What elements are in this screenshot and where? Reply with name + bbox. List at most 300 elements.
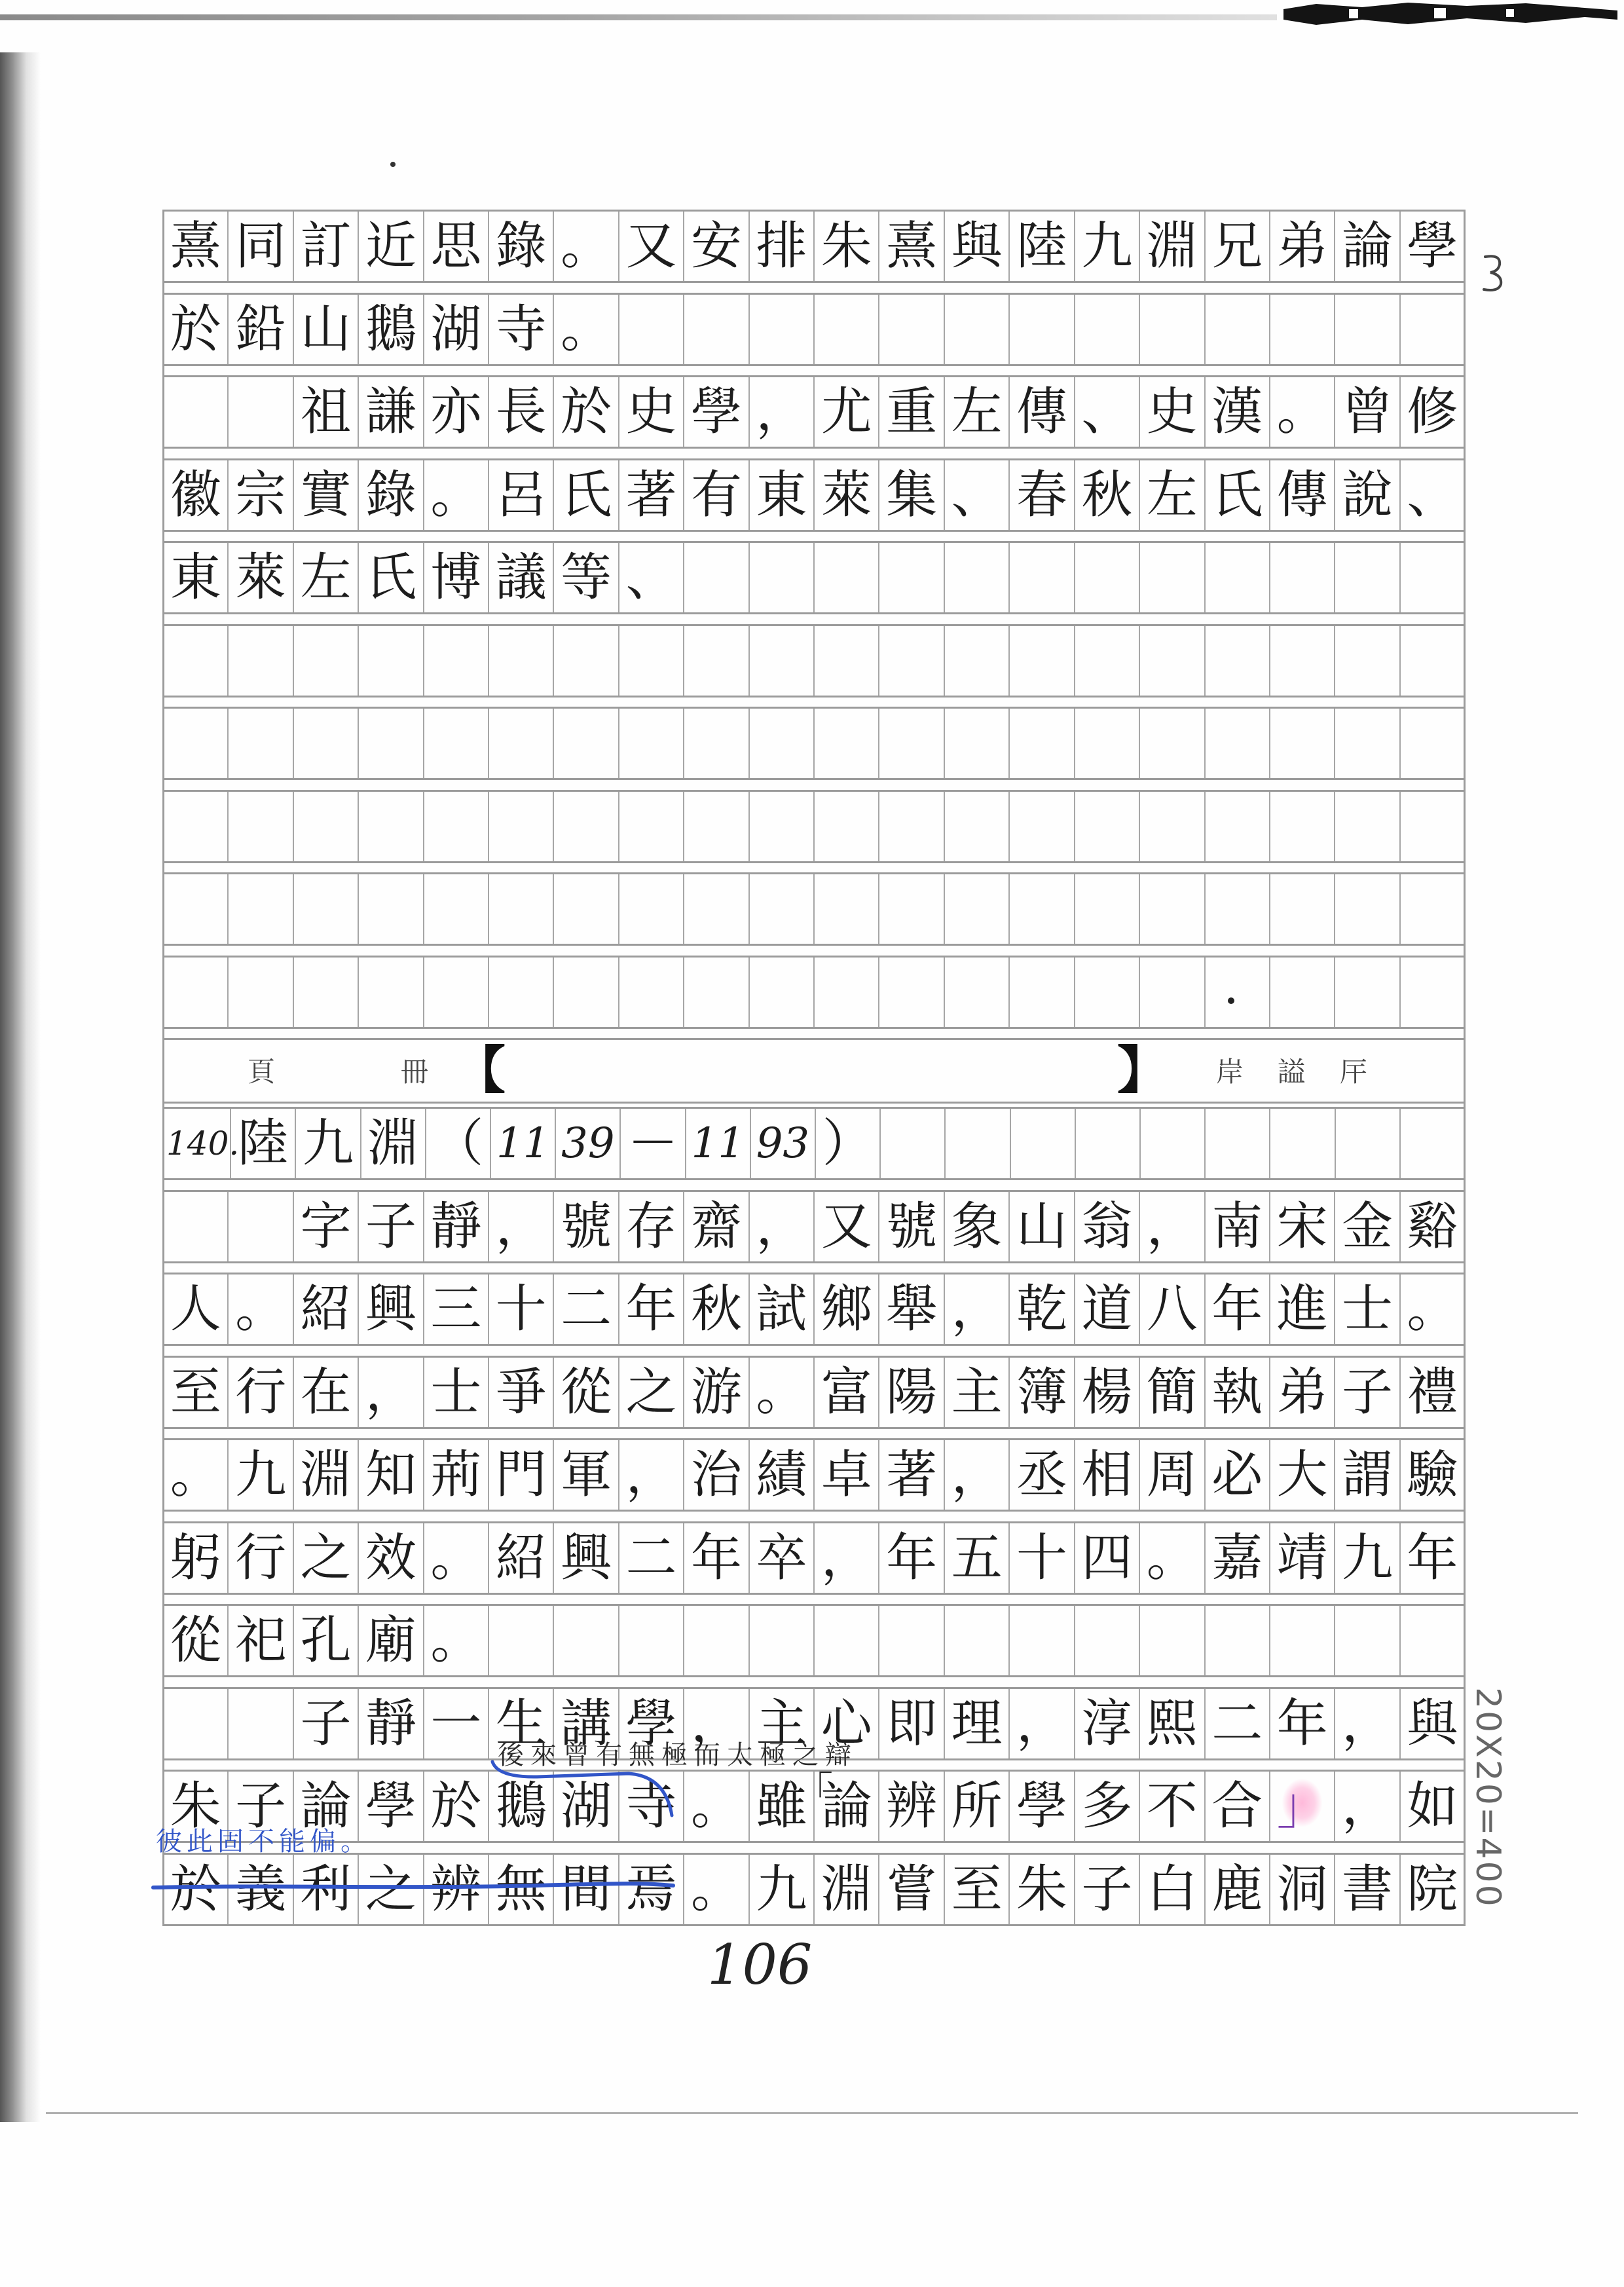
grid-cell: 氏 xyxy=(1206,460,1270,530)
grid-cell: 嘉 xyxy=(1206,1523,1270,1593)
grid-cell xyxy=(1010,626,1075,696)
grid-cell xyxy=(1270,958,1335,1027)
grid-cell: 93 xyxy=(751,1109,816,1178)
grid-cell: 卒 xyxy=(750,1523,815,1593)
grid-cell xyxy=(1010,958,1075,1027)
grid-cell xyxy=(229,377,293,447)
grid-cell xyxy=(294,709,359,778)
grid-cell: 湖 xyxy=(554,1772,619,1841)
grid-cell xyxy=(1140,543,1205,612)
grid-cell: 辨 xyxy=(879,1772,944,1841)
grid-cell: 同 xyxy=(229,212,293,281)
grid-cell: 錄 xyxy=(359,460,424,530)
grid-cell xyxy=(1075,958,1140,1027)
grid-cell xyxy=(489,709,554,778)
grid-cell xyxy=(684,295,749,364)
grid-cell xyxy=(1335,958,1400,1027)
grid-cell xyxy=(359,958,424,1027)
grid-cell: 靜 xyxy=(359,1689,424,1758)
grid-cell: 進 xyxy=(1270,1274,1335,1344)
grid-cell: 理 xyxy=(945,1689,1010,1758)
grid-cell: ， xyxy=(1335,1689,1400,1758)
grid-cell: 左 xyxy=(945,377,1010,447)
grid-cell: 徽 xyxy=(164,460,229,530)
grid-cell: 不 xyxy=(1140,1772,1205,1841)
grid-cell xyxy=(684,1606,749,1675)
grid-cell: 軍 xyxy=(554,1440,619,1510)
grid-cell: 靜 xyxy=(424,1192,489,1261)
grid-cell: ， xyxy=(945,1440,1010,1510)
grid-cell: 於 xyxy=(424,1772,489,1841)
grid-cell xyxy=(229,958,293,1027)
grid-cell: 熹 xyxy=(164,212,229,281)
grid-cell: 九 xyxy=(229,1440,293,1510)
grid-cell: 。 xyxy=(554,212,619,281)
grid-cell xyxy=(1206,958,1270,1027)
grid-cell: 字 xyxy=(294,1192,359,1261)
grid-cell xyxy=(164,1689,229,1758)
grid-cell: 。 xyxy=(229,1274,293,1344)
grid-cell: 之 xyxy=(359,1855,424,1924)
grid-cell: 史 xyxy=(1140,377,1205,447)
grid-cell xyxy=(1141,1109,1206,1178)
grid-cell: 在 xyxy=(294,1358,359,1427)
grid-cell: 傳 xyxy=(1270,460,1335,530)
grid-cell xyxy=(945,709,1010,778)
grid-cell: 尤 xyxy=(815,377,879,447)
grid-cell: 11 xyxy=(686,1109,751,1178)
grid-cell xyxy=(1335,709,1400,778)
grid-cell xyxy=(1335,792,1400,861)
grid-cell xyxy=(1075,709,1140,778)
grid-cell: 左 xyxy=(294,543,359,612)
grid-cell: ， xyxy=(619,1440,684,1510)
grid-cell: 金 xyxy=(1335,1192,1400,1261)
grid-cell: 於 xyxy=(164,295,229,364)
grid-cell xyxy=(815,295,879,364)
grid-cell: 氏 xyxy=(359,543,424,612)
grid-cell: 等 xyxy=(554,543,619,612)
grid-cell xyxy=(554,709,619,778)
grid-cell: 相 xyxy=(1075,1440,1140,1510)
grid-cell xyxy=(1401,295,1464,364)
grid-cell xyxy=(489,958,554,1027)
grid-cell: 博 xyxy=(424,543,489,612)
center-fold-band xyxy=(162,1038,1466,1104)
grid-cell: 呂 xyxy=(489,460,554,530)
grid-cell xyxy=(879,543,944,612)
grid-cell: 治 xyxy=(684,1440,749,1510)
grid-cell: 弟 xyxy=(1270,1358,1335,1427)
grid-cell xyxy=(164,958,229,1027)
grid-cell: 湖 xyxy=(424,295,489,364)
grid-cell: 游 xyxy=(684,1358,749,1427)
grid-cell: 子 xyxy=(294,1689,359,1758)
grid-cell: 執 xyxy=(1206,1358,1270,1427)
grid-cell xyxy=(359,874,424,944)
grid-cell: ， xyxy=(815,1523,879,1593)
grid-cell: 知 xyxy=(359,1440,424,1510)
grid-cell xyxy=(1140,1606,1205,1675)
grid-cell xyxy=(489,626,554,696)
grid-cell: 東 xyxy=(750,460,815,530)
grid-cell: 」 xyxy=(1270,1772,1335,1841)
grid-cell xyxy=(815,792,879,861)
grid-cell: 思 xyxy=(424,212,489,281)
grid-cell xyxy=(1075,295,1140,364)
grid-cell: 安 xyxy=(684,212,749,281)
grid-cell: 孔 xyxy=(294,1606,359,1675)
grid-cell: 排 xyxy=(750,212,815,281)
grid-cell xyxy=(1010,792,1075,861)
grid-cell xyxy=(1140,626,1205,696)
grid-cell: 學 xyxy=(359,1772,424,1841)
grid-cell: 士 xyxy=(1335,1274,1400,1344)
grid-cell: 南 xyxy=(1206,1192,1270,1261)
band-bracket-open: 【 xyxy=(454,1041,506,1100)
grid-cell: 三 xyxy=(424,1274,489,1344)
grid-cell xyxy=(1401,709,1464,778)
manuscript-row xyxy=(164,707,1464,780)
grid-cell xyxy=(424,958,489,1027)
grid-cell: 學 xyxy=(1010,1772,1075,1841)
grid-cell: 鵝 xyxy=(359,295,424,364)
grid-cell: 至 xyxy=(164,1358,229,1427)
grid-cell: 講 xyxy=(554,1689,619,1758)
grid-cell: 於 xyxy=(164,1855,229,1924)
manuscript-row xyxy=(164,541,1464,614)
grid-cell xyxy=(164,1192,229,1261)
grid-cell: 。 xyxy=(1407,1280,1458,1339)
grid-cell xyxy=(879,626,944,696)
grid-cell: 躬 xyxy=(164,1523,229,1593)
grid-cell: 楊 xyxy=(1075,1358,1140,1427)
grid-cell xyxy=(815,626,879,696)
grid-cell: 氏 xyxy=(554,460,619,530)
grid-cell: 年 xyxy=(684,1523,749,1593)
grid-cell: 行 xyxy=(229,1358,293,1427)
grid-cell: 舉 xyxy=(879,1274,944,1344)
grid-cell: ， xyxy=(1010,1689,1075,1758)
grid-cell xyxy=(945,543,1010,612)
grid-cell: ， xyxy=(359,1358,424,1427)
grid-cell: 寺 xyxy=(619,1772,684,1841)
grid-cell: 試 xyxy=(750,1274,815,1344)
grid-cell: 年 xyxy=(619,1274,684,1344)
grid-cell xyxy=(945,626,1010,696)
grid-cell xyxy=(1206,543,1270,612)
grid-cell: 如 xyxy=(1407,1777,1458,1836)
grid-cell: 左 xyxy=(1140,460,1205,530)
grid-cell xyxy=(945,792,1010,861)
grid-cell: 議 xyxy=(489,543,554,612)
grid-cell xyxy=(1335,1606,1400,1675)
grid-cell: 。 xyxy=(424,1606,489,1675)
grid-cell xyxy=(554,792,619,861)
grid-cell: ， xyxy=(489,1192,554,1261)
grid-cell: 簿 xyxy=(1010,1358,1075,1427)
grid-cell: 。 xyxy=(554,295,619,364)
grid-cell xyxy=(294,792,359,861)
grid-cell: 號 xyxy=(879,1192,944,1261)
grid-cell: 無 xyxy=(489,1855,554,1924)
grid-cell: 生 xyxy=(489,1689,554,1758)
grid-cell: 亦 xyxy=(424,377,489,447)
grid-cell: 又 xyxy=(815,1192,879,1261)
grid-cell: 八 xyxy=(1140,1274,1205,1344)
grid-cell: 又 xyxy=(619,212,684,281)
grid-cell: 。 xyxy=(1270,377,1335,447)
grid-cell: 學 xyxy=(1407,217,1458,276)
grid-cell: 祖 xyxy=(294,377,359,447)
manuscript-row xyxy=(164,293,1464,366)
grid-cell: 焉 xyxy=(619,1855,684,1924)
grid-cell xyxy=(1206,295,1270,364)
grid-cell xyxy=(489,1606,554,1675)
grid-cell xyxy=(684,626,749,696)
grid-cell: 著 xyxy=(879,1440,944,1510)
grid-cell: 驗 xyxy=(1407,1445,1458,1504)
grid-cell xyxy=(1335,626,1400,696)
grid-cell: 從 xyxy=(164,1606,229,1675)
grid-cell xyxy=(815,874,879,944)
grid-cell: 卓 xyxy=(815,1440,879,1510)
grid-cell xyxy=(1010,1606,1075,1675)
grid-cell: 山 xyxy=(1010,1192,1075,1261)
grid-cell xyxy=(1010,295,1075,364)
grid-cell xyxy=(619,792,684,861)
grid-cell xyxy=(1401,958,1464,1027)
grid-cell xyxy=(1075,626,1140,696)
grid-cell xyxy=(1075,543,1140,612)
grid-cell xyxy=(879,874,944,944)
grid-cell xyxy=(750,543,815,612)
grid-cell: 四 xyxy=(1075,1523,1140,1593)
grid-cell xyxy=(1075,874,1140,944)
grid-cell: 周 xyxy=(1140,1440,1205,1510)
band-label-right-3: 厈 xyxy=(1339,1056,1367,1088)
grid-cell xyxy=(1336,1109,1401,1178)
grid-cell: 書 xyxy=(1335,1855,1400,1924)
grid-cell xyxy=(294,874,359,944)
grid-cell xyxy=(1270,874,1335,944)
grid-cell xyxy=(359,709,424,778)
grid-cell xyxy=(164,874,229,944)
grid-cell: 效 xyxy=(359,1523,424,1593)
grid-cell: ， xyxy=(684,1689,749,1758)
grid-cell xyxy=(1075,1606,1140,1675)
manuscript-row xyxy=(164,1604,1464,1677)
grid-cell xyxy=(1206,709,1270,778)
grid-cell: 春 xyxy=(1010,460,1075,530)
grid-cell xyxy=(489,874,554,944)
manuscript-row xyxy=(164,956,1464,1029)
grid-cell: 說 xyxy=(1335,460,1400,530)
grid-cell: 禮 xyxy=(1407,1362,1458,1422)
grid-cell: 紹 xyxy=(489,1523,554,1593)
grid-cell xyxy=(619,958,684,1027)
grid-cell: 學 xyxy=(619,1689,684,1758)
grid-cell xyxy=(1010,543,1075,612)
grid-cell: 興 xyxy=(554,1523,619,1593)
grid-cell: ） xyxy=(816,1109,881,1178)
grid-cell: 論 xyxy=(815,1772,879,1841)
grid-cell xyxy=(164,626,229,696)
grid-cell: 子 xyxy=(1075,1855,1140,1924)
grid-cell: 。 xyxy=(424,1523,489,1593)
grid-cell: 、 xyxy=(1075,377,1140,447)
grid-cell xyxy=(1401,1606,1464,1675)
grid-cell: 績 xyxy=(750,1440,815,1510)
grid-cell: （ xyxy=(426,1109,491,1178)
grid-cell xyxy=(1011,1109,1076,1178)
grid-cell xyxy=(879,958,944,1027)
grid-cell: 即 xyxy=(879,1689,944,1758)
grid-cell: 學 xyxy=(684,377,749,447)
grid-cell xyxy=(750,709,815,778)
grid-cell: 辨 xyxy=(424,1855,489,1924)
grid-cell xyxy=(229,792,293,861)
grid-cell: 之 xyxy=(294,1523,359,1593)
grid-cell: 論 xyxy=(1335,212,1400,281)
manuscript-row xyxy=(164,375,1464,449)
manuscript-row xyxy=(164,1853,1464,1926)
grid-cell: 朱 xyxy=(164,1772,229,1841)
band-label-right-2: 謚 xyxy=(1277,1056,1305,1088)
grid-cell xyxy=(684,958,749,1027)
grid-cell xyxy=(1140,958,1205,1027)
grid-cell: 簡 xyxy=(1140,1358,1205,1427)
grid-cell: 淵 xyxy=(294,1440,359,1510)
grid-cell: 陽 xyxy=(879,1358,944,1427)
grid-cell xyxy=(684,543,749,612)
grid-cell xyxy=(815,543,879,612)
grid-cell: 院 xyxy=(1407,1859,1458,1919)
grid-cell xyxy=(1206,1606,1270,1675)
grid-cell: 主 xyxy=(750,1689,815,1758)
grid-cell: 道 xyxy=(1075,1274,1140,1344)
grid-cell xyxy=(359,792,424,861)
grid-cell xyxy=(815,709,879,778)
grid-cell xyxy=(945,1606,1010,1675)
grid-cell: 一 xyxy=(424,1689,489,1758)
grid-cell: 十 xyxy=(489,1274,554,1344)
grid-cell xyxy=(1270,543,1335,612)
grid-cell xyxy=(1206,874,1270,944)
grid-cell xyxy=(1401,543,1464,612)
grid-cell xyxy=(1140,709,1205,778)
grid-cell: 雖 xyxy=(750,1772,815,1841)
grid-cell xyxy=(229,1689,293,1758)
grid-cell xyxy=(229,709,293,778)
grid-cell: 九 xyxy=(1075,212,1140,281)
grid-cell xyxy=(424,709,489,778)
interlinear-annotation: 後來曾有無極而太極之辯 xyxy=(498,1740,858,1770)
grid-cell: 二 xyxy=(554,1274,619,1344)
grid-cell: 廟 xyxy=(359,1606,424,1675)
grid-cell xyxy=(750,295,815,364)
manuscript-row xyxy=(164,1190,1464,1263)
grid-cell xyxy=(489,792,554,861)
grid-cell xyxy=(815,958,879,1027)
page-number: 106 xyxy=(707,1933,813,1997)
grid-cell xyxy=(750,792,815,861)
inserted-quote-mark: 「 xyxy=(794,1769,833,1815)
grid-cell: 大 xyxy=(1270,1440,1335,1510)
grid-cell: 翁 xyxy=(1075,1192,1140,1261)
grid-cell xyxy=(1401,792,1464,861)
grid-cell: 重 xyxy=(879,377,944,447)
grid-cell xyxy=(229,874,293,944)
grid-cell: 子 xyxy=(1335,1358,1400,1427)
grid-cell: 子 xyxy=(359,1192,424,1261)
grid-cell xyxy=(554,874,619,944)
manuscript-row xyxy=(164,790,1464,863)
grid-cell: 。 xyxy=(750,1358,815,1427)
grid-cell: 熙 xyxy=(1140,1689,1205,1758)
grid-cell: 曾 xyxy=(1335,377,1400,447)
grid-cell: 鵝 xyxy=(489,1772,554,1841)
grid-cell xyxy=(750,626,815,696)
grid-cell: 爭 xyxy=(489,1358,554,1427)
grid-cell: 有 xyxy=(684,460,749,530)
grid-cell: 興 xyxy=(359,1274,424,1344)
grid-cell xyxy=(619,1606,684,1675)
grid-cell: 心 xyxy=(815,1689,879,1758)
grid-cell: 富 xyxy=(815,1358,879,1427)
grid-cell xyxy=(1206,792,1270,861)
grid-cell: 錄 xyxy=(489,212,554,281)
grid-cell xyxy=(879,1606,944,1675)
band-label-page: 頁 xyxy=(247,1056,275,1088)
grid-cell: 熹 xyxy=(879,212,944,281)
grid-cell: 所 xyxy=(945,1772,1010,1841)
grid-cell xyxy=(1401,626,1464,696)
grid-cell: 鄉 xyxy=(815,1274,879,1344)
grid-cell: 從 xyxy=(554,1358,619,1427)
grid-cell: 子 xyxy=(229,1772,293,1841)
grid-cell: 修 xyxy=(1407,382,1458,441)
grid-cell: 谿 xyxy=(1407,1197,1458,1256)
grid-cell xyxy=(164,792,229,861)
grid-cell: 門 xyxy=(489,1440,554,1510)
grid-cell: 謙 xyxy=(359,377,424,447)
grid-cell xyxy=(1270,626,1335,696)
grid-cell xyxy=(1206,1109,1270,1178)
grid-cell xyxy=(879,709,944,778)
grid-cell: 九 xyxy=(750,1855,815,1924)
grid-cell: 秋 xyxy=(1075,460,1140,530)
grid-cell: 宋 xyxy=(1270,1192,1335,1261)
grid-cell: 合 xyxy=(1206,1772,1270,1841)
grid-cell xyxy=(750,958,815,1027)
grid-cell: 靖 xyxy=(1270,1523,1335,1593)
grid-cell: 年 xyxy=(1407,1528,1458,1588)
grid-cell: 與 xyxy=(1407,1694,1458,1753)
grid-cell: 人 xyxy=(164,1274,229,1344)
grid-cell: 訂 xyxy=(294,212,359,281)
grid-cell xyxy=(424,626,489,696)
grid-cell: 之 xyxy=(619,1358,684,1427)
manuscript-row xyxy=(164,872,1464,946)
grid-cell: 間 xyxy=(554,1855,619,1924)
grid-cell: 淵 xyxy=(815,1855,879,1924)
grid-cell: ， xyxy=(945,1274,1010,1344)
grid-cell xyxy=(1270,1606,1335,1675)
grid-cell xyxy=(1010,709,1075,778)
manuscript-row xyxy=(164,1438,1464,1512)
grid-cell xyxy=(945,874,1010,944)
